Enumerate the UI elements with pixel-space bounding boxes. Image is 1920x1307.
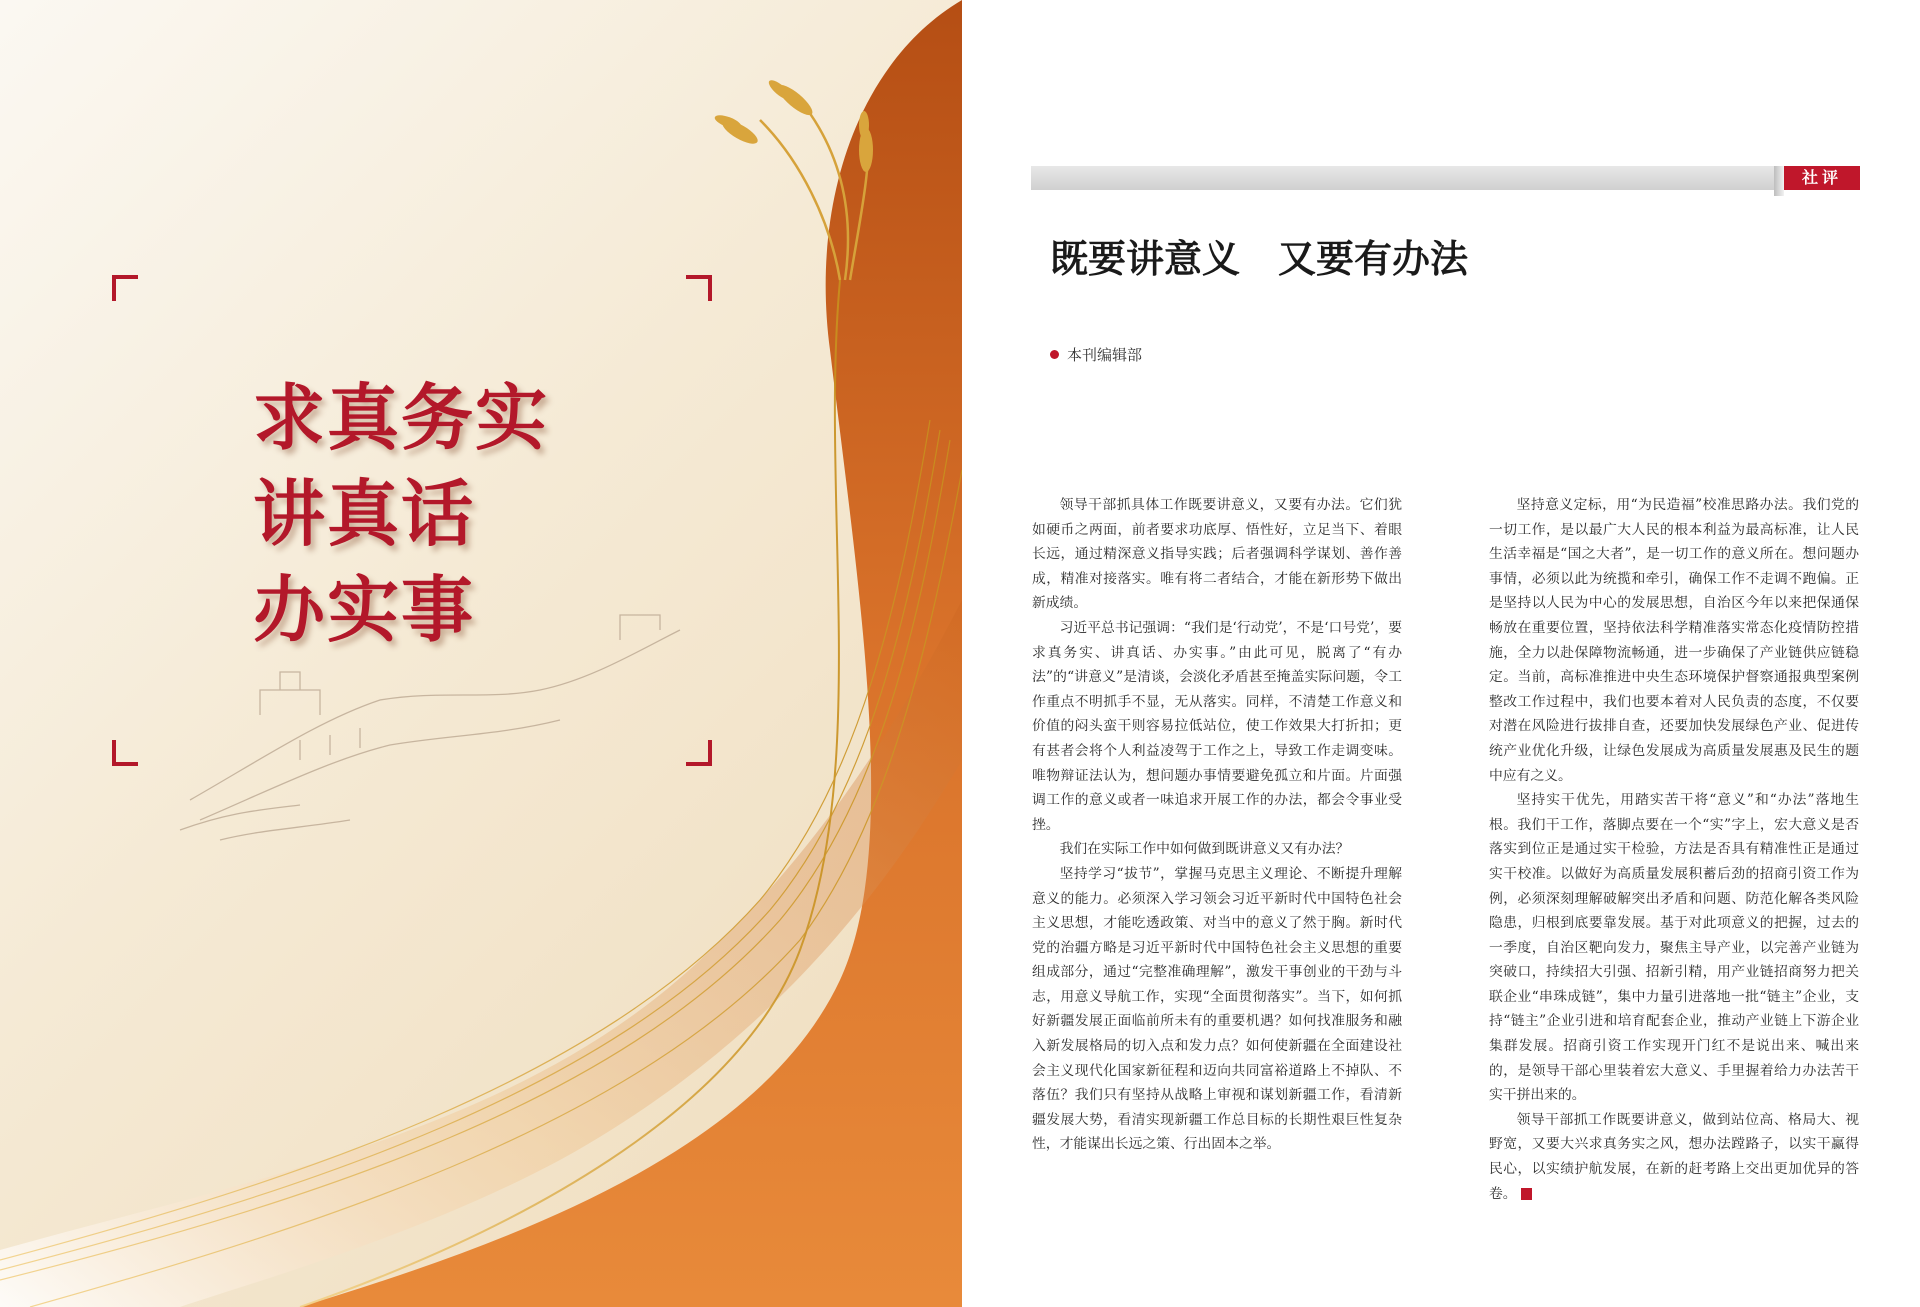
end-of-article-icon bbox=[1521, 1188, 1532, 1200]
slogan-line-3: 办实事 bbox=[253, 568, 476, 652]
frame-corner-bottom-right bbox=[686, 740, 712, 766]
paragraph: 领导干部抓具体工作既要讲意义，又要有办法。它们犹如硬币之两面，前者要求功底厚、悟性好，立足当下、着眼长远，通过精深意义指导实践；后者强调科学谋划、善作善成，精准对接落实。唯有将二者结合，才能在新形势下做出新成绩。 bbox=[1032, 497, 1402, 612]
byline bbox=[1050, 344, 1142, 365]
frame-corner-top-right bbox=[686, 275, 712, 301]
paragraph: 坚持意义定标，用“为民造福”校准思路办法。我们党的一切工作，是以最广大人民的根本利益为最高标准，让人民生活幸福是“国之大者”，是一切工作的意义所在。想问题办事情，必须以此为统揽和牵引，确保工作不走调不跑偏。正是坚持以人民为中心的发展思想，自治区今年以来把保通保畅放在重要位置，坚持依法科学精准落实常态化疫情防控措施，全力以赴保障物流畅通，进一步确保了产业链供应链稳定。当前，高标准推进中央生态环境保护督察通报典型案例整改工作过程中，我们也要本着对人民负责的态度，不仅要对潜在风险进行拔排自查，还要加快发展绿色产业、促进传统产业优化升级，让绿色发展成为高质量发展惠及民生的题中应有之义。 bbox=[1489, 497, 1859, 784]
paragraph: 我们在实际工作中如何做到既讲意义又有办法？ bbox=[1059, 841, 1350, 858]
section-label: 社评 bbox=[1784, 166, 1860, 190]
paragraph-final bbox=[1489, 1108, 1859, 1206]
paragraph: 坚持实干优先，用踏实苦干将“意义”和“办法”落地生根。我们干工作，落脚点要在一个“实”字上，宏大意义是否落实到位正是通过实干检验，方法是否具有精准性正是通过实干校准。以做好为高质量发展积蓄后劲的招商引资工作为例，必须深刻理解破解突出矛盾和问题、防范化解各类风险隐患，归根到底要靠发展。基于对此项意义的把握，过去的一季度，自治区靶向发力，聚焦主导产业，以完善产业链为突破口，持续招大引强、招新引精，用产业链招商努力把关联企业“串珠成链”，集中力量引进落地一批“链主”企业，支持“链主”企业引进和培育配套企业，推动产业链上下游企业集群发展。招商引资工作实现开门红不是说出来、喊出来的，是领导干部心里装着宏大意义、手里握着给力办法苦干实干拼出来的。 bbox=[1489, 792, 1859, 1104]
paragraph: 坚持学习“拔节”，掌握马克思主义理论、不断提升理解意义的能力。必须深入学习领会习近平新时代中国特色社会主义思想，才能吃透政策、对当中的意义了然于胸。新时代党的治疆方略是习近平新时代中国特色社会主义思想的重要组成部分，通过“完整准确理解”，激发干事创业的干劲与斗志，用意义导航工作，实现“全面贯彻落实”。当下，如何抓好新疆发展正面临前所未有的重要机遇？如何找准服务和融入新发展格局的切入点和发力点？如何使新疆在全面建设社会主义现代化国家新征程和迈向共同富裕道路上不掉队、不落伍？我们只有坚持从战略上审视和谋划新疆工作，看清新疆发展大势，看清实现新疆工作总目标的长期性艰巨性复杂性，才能谋出长远之策、行出固本之举。 bbox=[1032, 865, 1402, 1153]
slogan-line-2: 讲真话 bbox=[253, 472, 476, 556]
frame-corner-bottom-left bbox=[112, 740, 138, 766]
cover-slogan bbox=[253, 370, 549, 658]
article-column-right bbox=[1489, 493, 1859, 1206]
article-column-left bbox=[1032, 493, 1402, 1157]
paragraph-final-text: 领导干部抓工作既要讲意义，做到站位高、格局大、视野宽，又要大兴求真务实之风，想办法蹚路子，以实干赢得民心，以实绩护航发展，在新的赶考路上交出更加优异的答卷。 bbox=[1489, 1111, 1859, 1202]
byline-author: 本刊编辑部 bbox=[1067, 346, 1143, 364]
slogan-line-1: 求真务实 bbox=[253, 376, 550, 460]
header-fold bbox=[1774, 166, 1784, 196]
article-title: 既要讲意义 又要有办法 bbox=[1050, 237, 1469, 281]
header-bar bbox=[1031, 166, 1779, 190]
paragraph: 习近平总书记强调：“我们是‘行动党’，不是‘口号党’，要求真务实、讲真话、办实事。”由此可见，脱离了“有办法”的“讲意义”是清谈，会淡化矛盾甚至掩盖实际问题，令工作重点不明抓手不显，无从落实。同样，不清楚工作意义和价值的闷头蛮干则容易拉低站位，使工作效果大打折扣；更有甚者会将个人利益凌驾于工作之上，导致工作走调变味。唯物辩证法认为，想问题办事情要避免孤立和片面。片面强调工作的意义或者一味追求开展工作的办法，都会令事业受挫。 bbox=[1032, 619, 1402, 833]
bullet-dot-icon bbox=[1050, 350, 1059, 359]
frame-corner-top-left bbox=[112, 275, 138, 301]
